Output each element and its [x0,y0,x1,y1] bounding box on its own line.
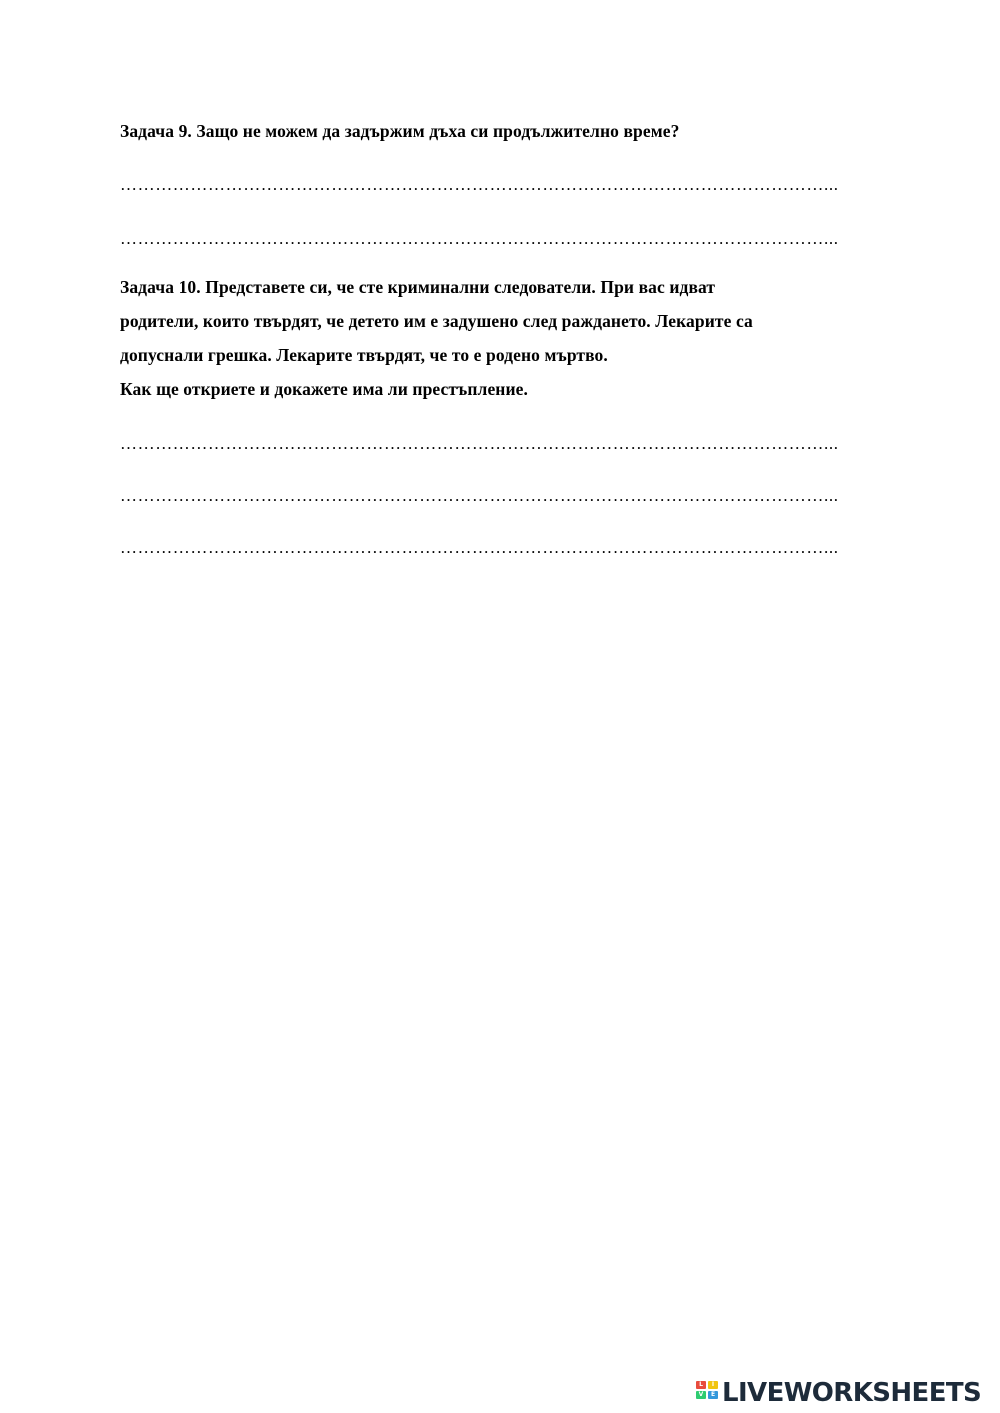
task9-heading: Задача 9. Защо не можем да задържим дъха си продължително време? [120,121,680,141]
answer-dots: …………………………………………………………………………………………………………... [120,175,839,194]
task10-answer-line-1[interactable] [120,433,880,455]
answer-dots: …………………………………………………………………………………………………………... [120,434,839,453]
answer-dots: …………………………………………………………………………………………………………... [120,229,839,248]
task10-line-1: Задача 10. Представете си, че сте криминални следователи. При вас идват [120,277,716,297]
answer-dots: …………………………………………………………………………………………………………... [120,486,839,505]
liveworksheets-brand[interactable] [696,1377,981,1409]
task10-line-3: допуснали грешка. Лекарите твърдят, че то е родено мъртво. [120,345,608,365]
answer-dots: …………………………………………………………………………………………………………... [120,538,839,557]
task9-answer-line-2[interactable] [120,228,880,250]
logo-letter-l: L [696,1381,706,1389]
task10-line-4: Как ще откриете и докажете има ли престъпление. [120,379,529,399]
logo-letter-e: E [708,1391,718,1399]
brand-name: LIVEWORKSHEETS [722,1378,982,1408]
task10-line-2: родители, които твърдят, че детето им е задушено след раждането. Лекарите са [120,311,753,331]
task10-answer-line-2[interactable] [120,485,880,507]
liveworksheets-logo-icon [696,1379,720,1407]
task10-answer-line-3[interactable] [120,537,880,559]
logo-letter-v: V [696,1391,706,1399]
task9-answer-line-1[interactable] [120,174,880,196]
logo-letter-i: I [708,1381,718,1389]
